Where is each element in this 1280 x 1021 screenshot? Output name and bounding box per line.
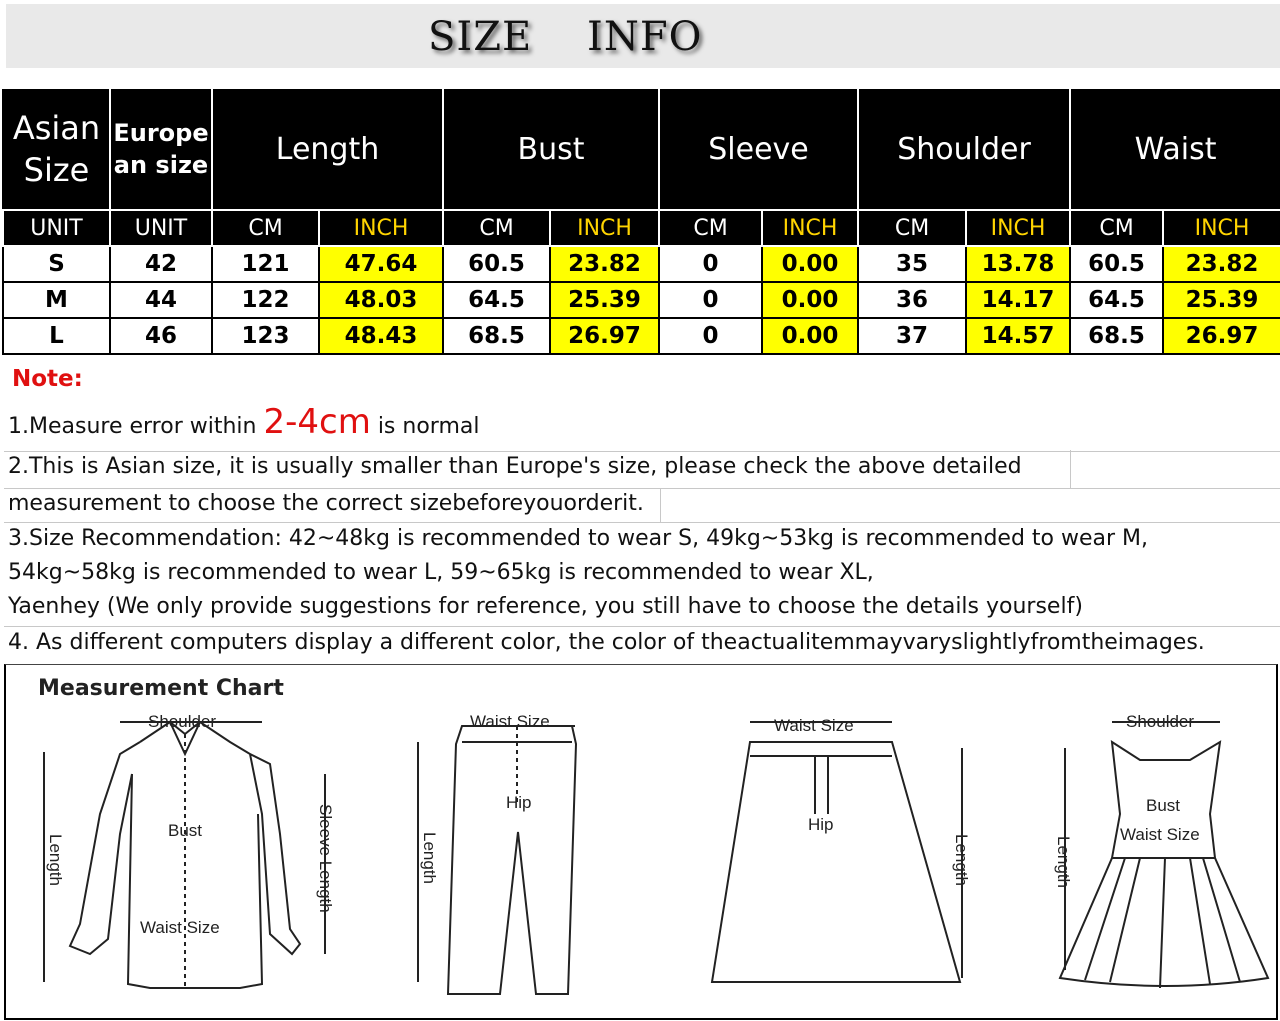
cell: 36: [858, 282, 966, 318]
cell: L: [3, 318, 110, 354]
cell: 14.17: [966, 282, 1070, 318]
cell: 26.97: [1163, 318, 1280, 354]
cell: 37: [858, 318, 966, 354]
note-3-line-3: Yaenhey (We only provide suggestions for reference, you still have to choose the details yourself): [8, 594, 1083, 619]
units-row: [3, 210, 1280, 246]
table-row: [3, 246, 1280, 282]
skirt-drawing: [712, 722, 962, 982]
cell: 0.00: [762, 246, 858, 282]
shirt-sleeve-label: Sleeve Length: [316, 804, 335, 913]
unit-cell: UNIT: [3, 210, 110, 246]
cell: 23.82: [1163, 246, 1280, 282]
header-sleeve: Sleeve: [659, 88, 858, 210]
dress-waist-label: Waist Size: [1120, 825, 1200, 844]
table-row: [3, 282, 1280, 318]
cell: 121: [212, 246, 319, 282]
divider: [4, 522, 1280, 523]
cell: 68.5: [1070, 318, 1163, 354]
dress-shoulder-label: Shoulder: [1126, 712, 1195, 731]
shirt-drawing: [44, 722, 325, 988]
dress-length-label: Length: [1054, 836, 1073, 888]
unit-cell: INCH: [966, 210, 1070, 246]
cell: 13.78: [966, 246, 1070, 282]
unit-cell: CM: [1070, 210, 1163, 246]
divider: [4, 451, 1280, 452]
unit-cell: INCH: [550, 210, 659, 246]
cell: S: [3, 246, 110, 282]
cell: 44: [110, 282, 212, 318]
cell: 42: [110, 246, 212, 282]
table-header-row: [3, 88, 1280, 210]
unit-cell: UNIT: [110, 210, 212, 246]
pants-hip-label: Hip: [506, 793, 532, 812]
note-1: 1.Measure error within 2-4cm is normal: [8, 402, 480, 442]
measurement-drawings: [0, 664, 1280, 1021]
cell: 60.5: [443, 246, 550, 282]
unit-cell: INCH: [762, 210, 858, 246]
cell: 0.00: [762, 282, 858, 318]
unit-cell: INCH: [319, 210, 443, 246]
unit-cell: CM: [858, 210, 966, 246]
shirt-bust-label: Bust: [168, 821, 203, 840]
size-table: [2, 87, 1280, 355]
header-bust: Bust: [443, 88, 659, 210]
cell: M: [3, 282, 110, 318]
pants-waist-label: Waist Size: [470, 712, 550, 731]
table-row: [3, 318, 1280, 354]
unit-cell: CM: [443, 210, 550, 246]
header-europe-size: Europe an size: [110, 88, 212, 210]
cell: 122: [212, 282, 319, 318]
unit-cell: INCH: [1163, 210, 1280, 246]
cell: 48.03: [319, 282, 443, 318]
cell: 0: [659, 246, 762, 282]
cell: 25.39: [1163, 282, 1280, 318]
header-shoulder: Shoulder: [858, 88, 1070, 210]
note-2-line-1: 2.This is Asian size, it is usually smaller than Europe's size, please check the above detailed: [8, 454, 1022, 479]
header-length: Length: [212, 88, 443, 210]
pants-length-label: Length: [420, 832, 439, 884]
cell: 48.43: [319, 318, 443, 354]
divider: [660, 488, 661, 522]
cell: 64.5: [443, 282, 550, 318]
note-3-line-1: 3.Size Recommendation: 42~48kg is recommended to wear S, 49kg~53kg is recommended to wear M,: [8, 526, 1149, 551]
cell: 0.00: [762, 318, 858, 354]
cell: 26.97: [550, 318, 659, 354]
measurement-chart-title: Measurement Chart: [38, 676, 284, 701]
cell: 35: [858, 246, 966, 282]
dress-bust-label: Bust: [1146, 796, 1181, 815]
header-waist: Waist: [1070, 88, 1280, 210]
cell: 123: [212, 318, 319, 354]
unit-cell: CM: [659, 210, 762, 246]
cell: 46: [110, 318, 212, 354]
pants-drawing: [418, 726, 576, 994]
skirt-hip-label: Hip: [808, 815, 834, 834]
cell: 25.39: [550, 282, 659, 318]
cell: 68.5: [443, 318, 550, 354]
page-title: SIZE INFO: [428, 14, 703, 60]
shirt-shoulder-label: Shoulder: [148, 712, 217, 731]
note-4: 4. As different computers display a different color, the color of theactualitemmayvaryslightlyfromtheimages.: [8, 630, 1205, 655]
cell: 0: [659, 282, 762, 318]
note-3-line-2: 54kg~58kg is recommended to wear L, 59~65kg is recommended to wear XL,: [8, 560, 874, 585]
note-1-highlight: 2-4cm: [263, 402, 371, 442]
divider: [1070, 450, 1071, 488]
note-label: Note:: [12, 366, 83, 392]
skirt-waist-label: Waist Size: [774, 716, 854, 735]
divider: [4, 488, 1280, 489]
divider: [4, 626, 1280, 627]
header-asian-size: Asian Size: [3, 88, 110, 210]
dress-drawing: [1060, 722, 1268, 988]
shirt-waist-label: Waist Size: [140, 918, 220, 937]
shirt-length-label: Length: [46, 834, 65, 886]
cell: 0: [659, 318, 762, 354]
cell: 64.5: [1070, 282, 1163, 318]
cell: 47.64: [319, 246, 443, 282]
note-2-line-2: measurement to choose the correct sizebeforeyouorderit.: [8, 491, 644, 516]
cell: 60.5: [1070, 246, 1163, 282]
cell: 23.82: [550, 246, 659, 282]
cell: 14.57: [966, 318, 1070, 354]
unit-cell: CM: [212, 210, 319, 246]
skirt-length-label: Length: [952, 834, 971, 886]
